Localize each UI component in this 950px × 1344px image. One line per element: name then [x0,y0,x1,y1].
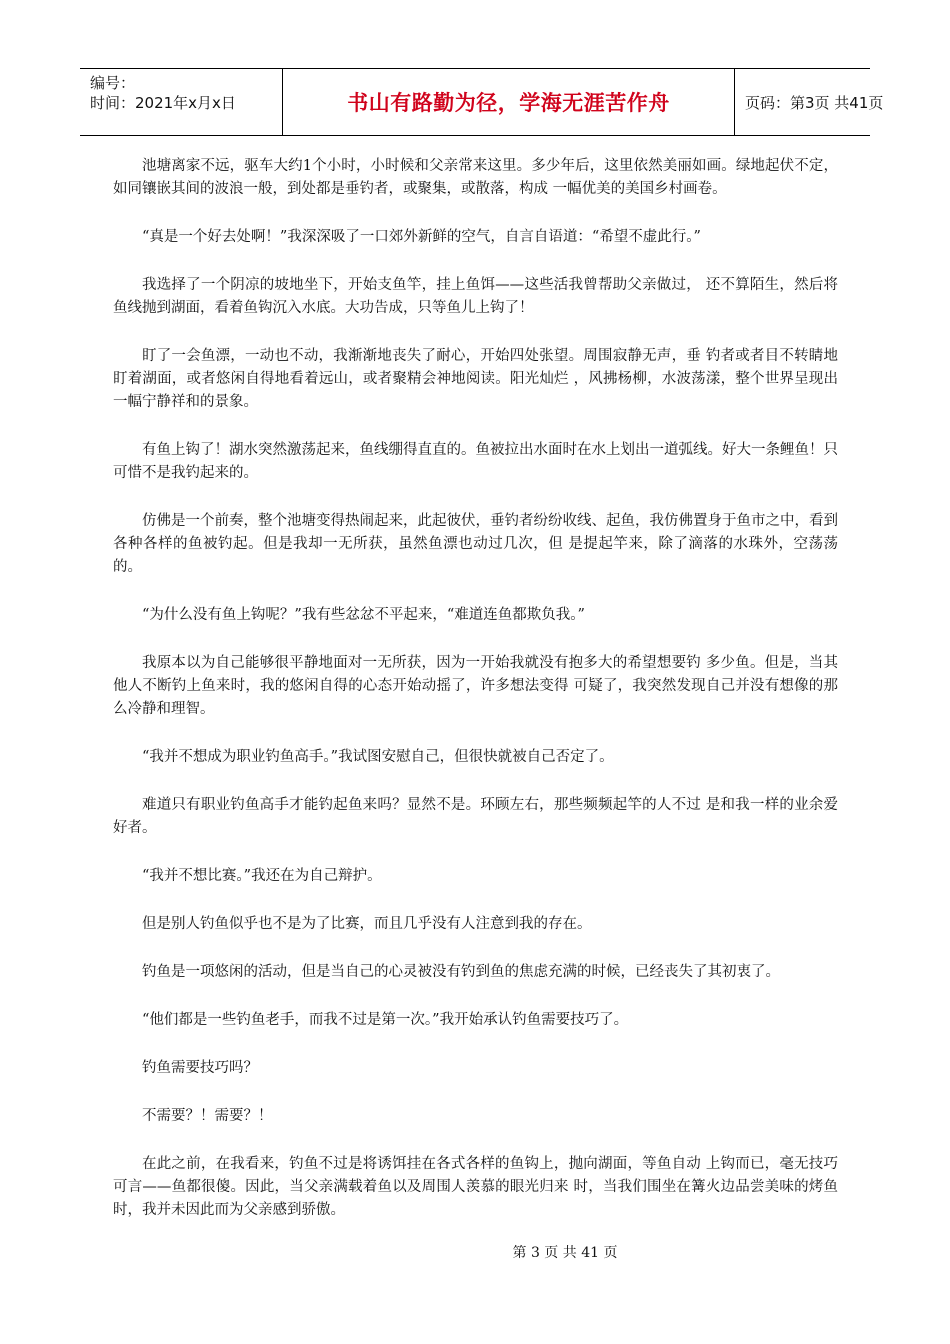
paragraph: 盯了一会鱼漂，一动也不动，我渐渐地丧失了耐心，开始四处张望。周围寂静无声，垂 钓者或者目不转睛地盯着湖面，或者悠闲自得地看着远山，或者聚精会神地阅读。阳光灿烂 ，风拂杨柳，水波荡漾，整个世界呈现出一幅宁静祥和的景象。 [113,348,838,410]
header-meta [80,69,282,135]
paragraph: “我并不想比赛。”我还在为自己辩护。 [142,868,382,884]
paragraph: 但是别人钓鱼似乎也不是为了比赛，而且几乎没有人注意到我的存在。 [142,916,592,932]
paragraph: 有鱼上钩了！湖水突然激荡起来，鱼线绷得直直的。鱼被拉出水面时在水上划出一道弧线。好大一条鲤鱼！只可惜不是我钓起来的。 [113,442,838,481]
document-date-label: 时间：2021年x月x日 [90,94,236,112]
paragraph: “为什么没有鱼上钩呢？”我有些忿忿不平起来，“难道连鱼都欺负我。” [142,607,585,623]
header-motto: 书山有路勤为径，学海无涯苦作舟 [282,69,735,135]
paragraph: 仿佛是一个前奏，整个池塘变得热闹起来，此起彼伏，垂钓者纷纷收线、起鱼，我仿佛置身于鱼市之中，看到各种各样的鱼被钓起。但是我却一无所获，虽然鱼漂也动过几次，但 是提起竿来，除了滴落的水珠外，空荡荡的。 [113,513,838,575]
paragraph: 不需要？！需要？！ [142,1108,273,1124]
header-page-info: 页码：第3页 共41页 [745,93,884,112]
document-body [113,155,838,1247]
paragraph: 在此之前，在我看来，钓鱼不过是将诱饵挂在各式各样的鱼钩上，抛向湖面，等鱼自动 上钩而已，毫无技巧可言——鱼都很傻。因此，当父亲满载着鱼以及周围人羡慕的眼光归来 时，当我们围坐在篝火边品尝美味的烤鱼时，我并未因此而为父亲感到骄傲。 [113,1156,838,1218]
paragraph: “我并不想成为职业钓鱼高手。”我试图安慰自己，但很快就被自己否定了。 [142,749,614,765]
paragraph: 难道只有职业钓鱼高手才能钓起鱼来吗？显然不是。环顾左右，那些频频起竿的人不过 是和我一样的业余爱好者。 [113,797,838,836]
paragraph: 我原本以为自己能够很平静地面对一无所获，因为一开始我就没有抱多大的希望想要钓 多少鱼。但是，当其他人不断钓上鱼来时，我的悠闲自得的心态开始动摇了，许多想法变得 可疑了，我突然发现自己并没有想像的那么冷静和理智。 [113,655,838,717]
document-number-label: 编号： [90,74,136,92]
page-footer [0,1242,950,1262]
paragraph: 钓鱼是一项悠闲的活动，但是当自己的心灵被没有钓到鱼的焦虑充满的时候，已经丧失了其初衷了。 [142,964,780,980]
paragraph: “他们都是一些钓鱼老手，而我不过是第一次。”我开始承认钓鱼需要技巧了。 [142,1012,629,1028]
paragraph: 钓鱼需要技巧吗？ [142,1060,258,1076]
footer-page-number: 第 3 页 共 41 页 [512,1245,618,1261]
paragraph: 我选择了一个阴凉的坡地坐下，开始支鱼竿，挂上鱼饵——这些活我曾帮助父亲做过， 还不算陌生，然后将鱼线抛到湖面，看着鱼钩沉入水底。大功告成，只等鱼儿上钩了！ [113,277,838,316]
paragraph: 池塘离家不远，驱车大约1个小时，小时候和父亲常来这里。多少年后，这里依然美丽如画。绿地起伏不定，如同镶嵌其间的波浪一般，到处都是垂钓者，或聚集，或散落，构成 一幅优美的美国乡村画卷。 [113,158,838,197]
page-header [80,68,884,136]
paragraph: “真是一个好去处啊！”我深深吸了一口郊外新鲜的空气，自言自语道：“希望不虚此行。” [142,229,701,245]
